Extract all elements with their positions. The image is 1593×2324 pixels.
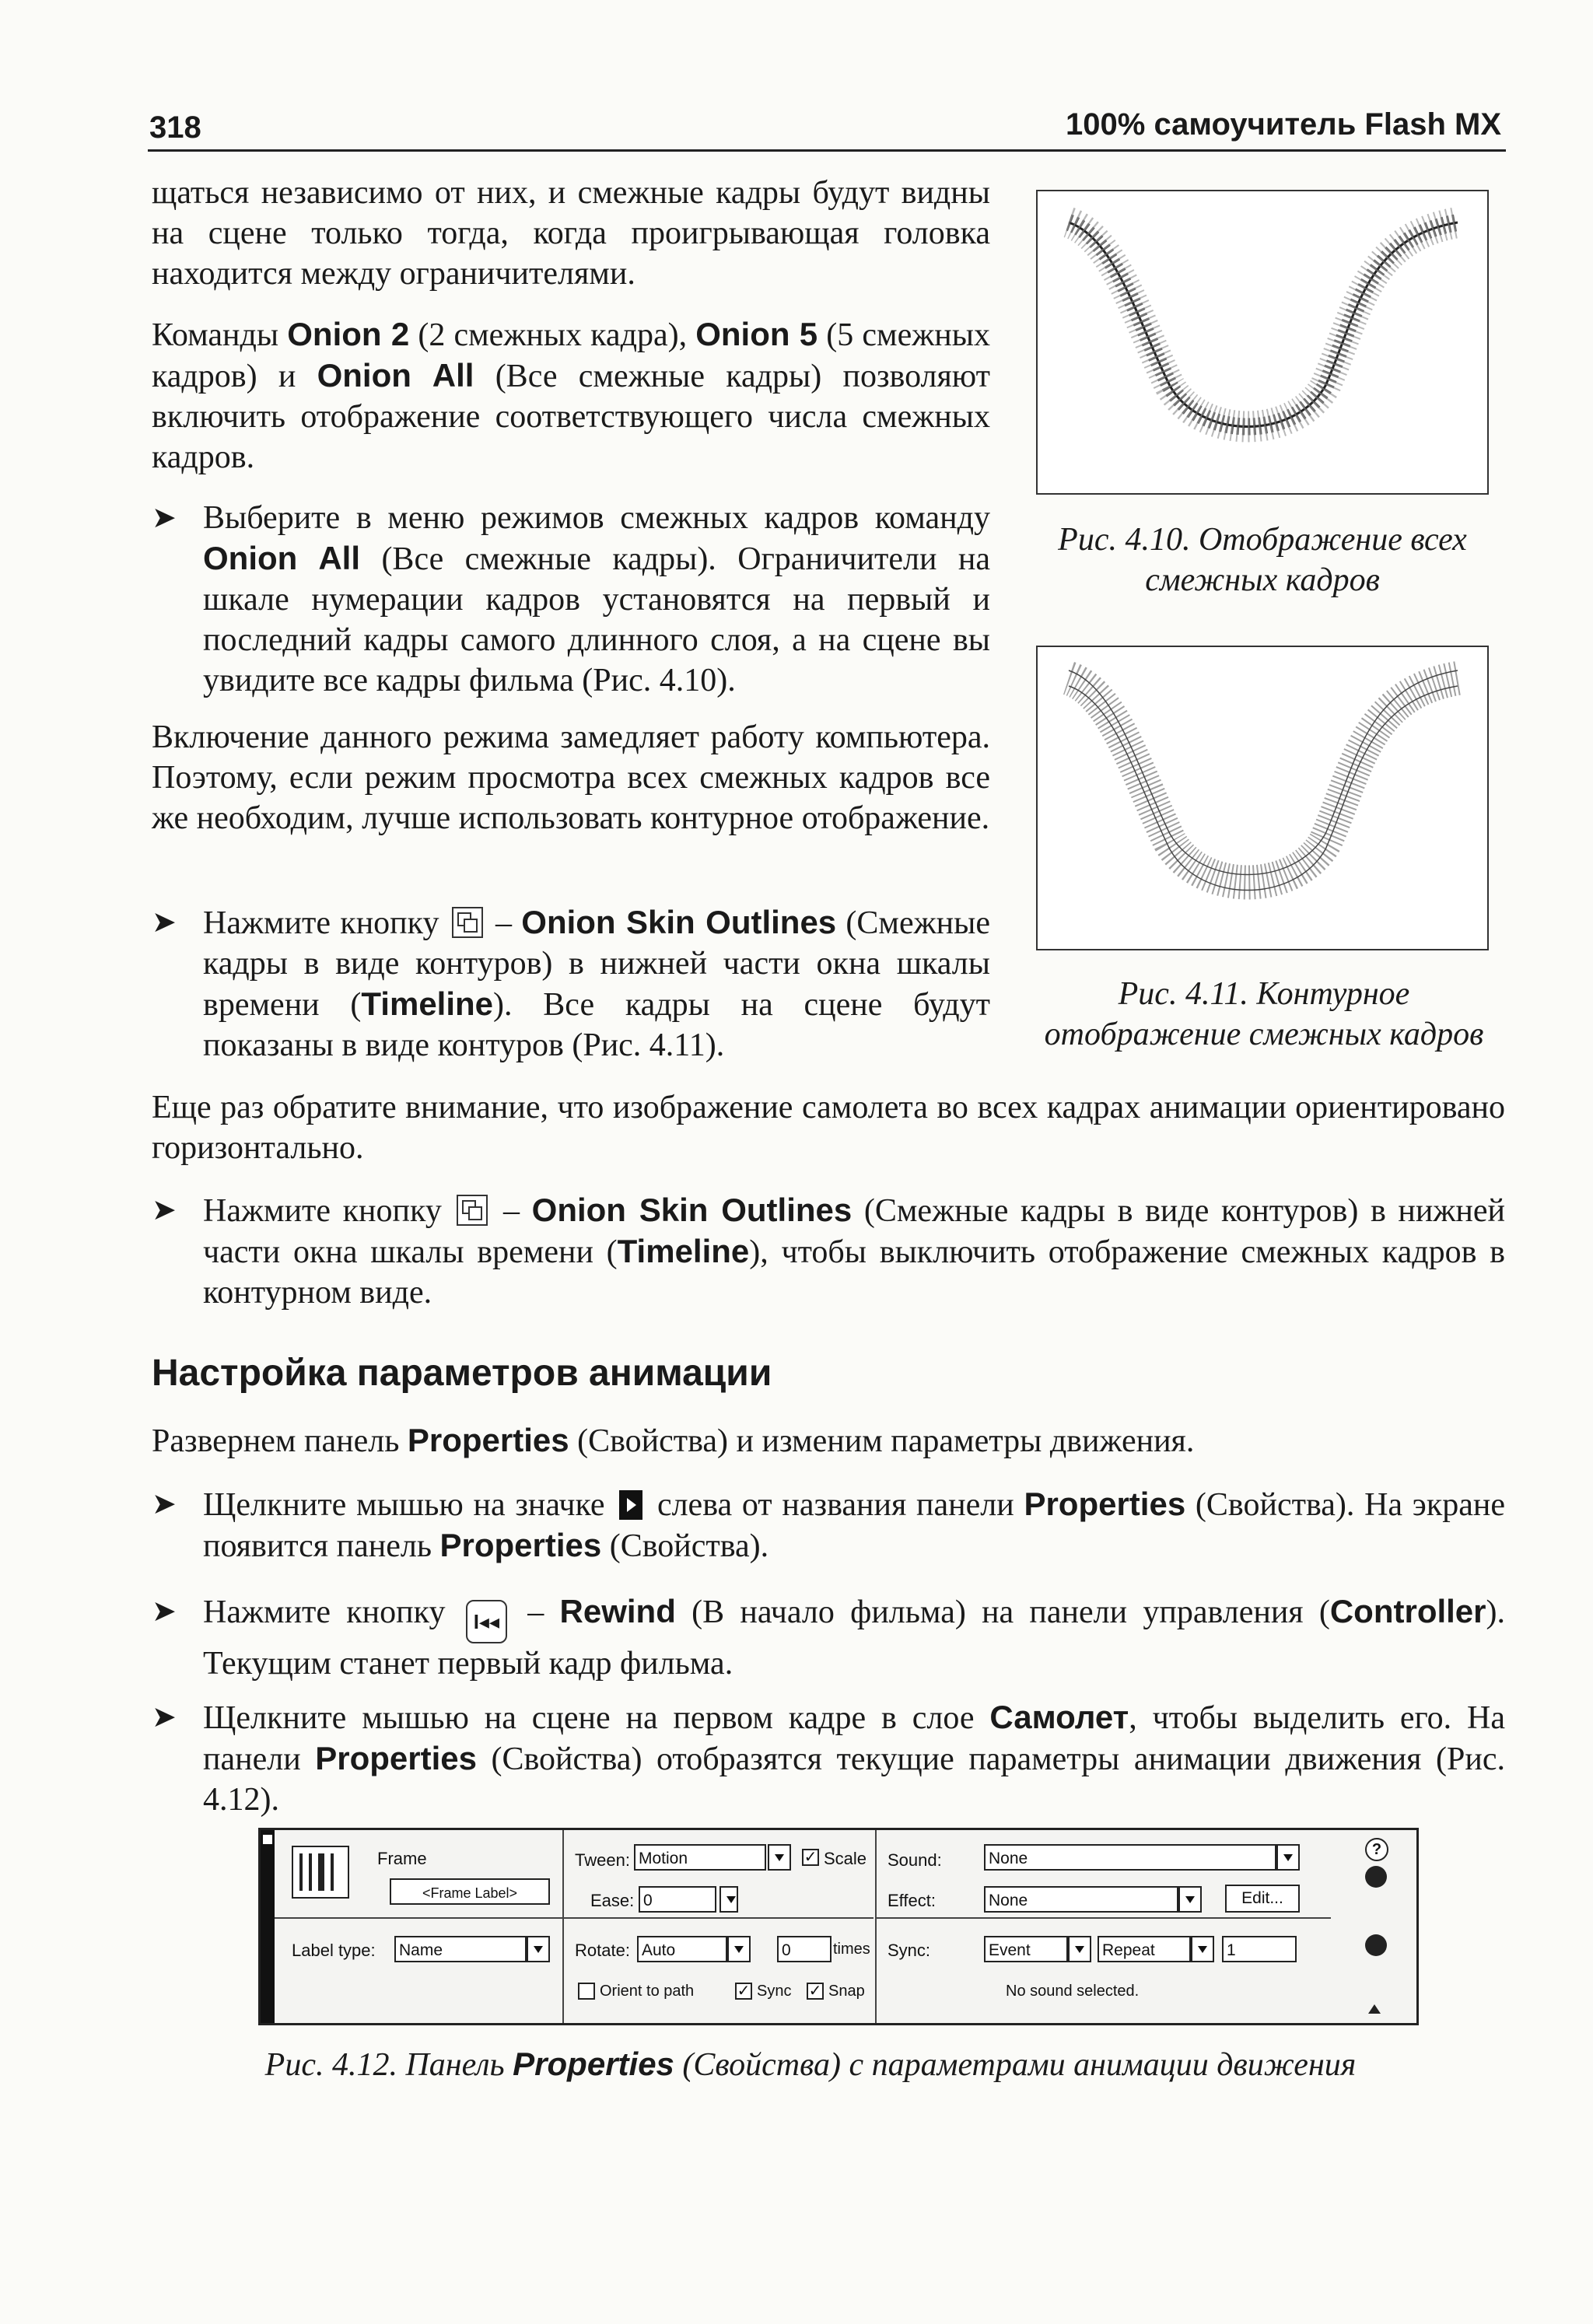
tween-select[interactable]: Motion [634,1844,766,1871]
bullet-select-frame: ➤ Щелкните мышью на сцене на первом кадре в слое Самолет, чтобы выделить его. На панели Properties (Свойства) отобразятся текущие параметры анимации движения (Рис. 4.12). [152,1699,1506,1818]
panel-collapse-strip[interactable] [261,1830,275,2023]
sync-dropdown-icon[interactable] [1068,1936,1091,1962]
bullet-arrow-icon: ➤ [152,1701,177,1734]
panel-expand-icon [619,1490,642,1520]
figure-4-11-caption: Рис. 4.11. Контурное отображение смежных кадров [1044,976,1484,1052]
effect-dropdown-icon[interactable] [1178,1886,1202,1913]
sound-select[interactable]: None [984,1844,1276,1871]
scale-checkbox[interactable]: ✓ [802,1849,819,1866]
properties-options-icon[interactable] [1365,1934,1387,1956]
effect-select[interactable]: None [984,1886,1178,1913]
bullet-expand-properties: ➤ Щелкните мышью на значке слева от названия панели Properties (Свойства). На экране появится панель Properties (Свойства). [152,1486,1505,1564]
bullet-arrow-icon: ➤ [152,502,177,534]
frame-label-input[interactable]: <Frame Label> [390,1878,550,1905]
ease-input[interactable]: 0 [639,1886,716,1913]
label-type-label: Label type: [292,1941,376,1960]
sound-label: Sound: [888,1850,942,1870]
sound-dropdown-icon[interactable] [1276,1844,1300,1871]
properties-panel [258,1828,1419,2025]
header-rule [148,149,1506,152]
rotate-label: Rotate: [575,1941,630,1960]
bullet-arrow-icon: ➤ [152,1488,177,1521]
bullet-arrow-icon: ➤ [152,1595,177,1628]
bullet-onion-all: ➤ Выберите в меню режимов смежных кадров команду Onion All (Все смежные кадры). Ограничители на шкале нумерации кадров установятся на первый и последний кадры самого длинного слоя, а на сцене вы увидите все кадры фильма (Рис. 4.10). [203,498,990,701]
orient-to-path-checkbox[interactable] [578,1983,595,2000]
all-onion-frames-image [1038,191,1487,493]
section-heading: Настройка параметров анимации [152,1353,772,1394]
sync-label: Sync [757,1983,792,2000]
actions-icon[interactable] [1365,1866,1387,1888]
help-icon[interactable]: ? [1365,1838,1388,1861]
tween-label: Tween: [575,1850,630,1870]
paragraph-1: щаться независимо от них, и смежные кадры будут видны на сцене только тогда, когда проигрывающая головка находится между ограничителями. [152,175,990,292]
ease-slider-icon[interactable] [719,1886,738,1913]
snap-checkbox[interactable]: ✓ [807,1983,824,2000]
rotate-dropdown-icon[interactable] [727,1936,751,1962]
repeat-select[interactable]: Repeat [1098,1936,1191,1962]
orient-to-path-label: Orient to path [600,1983,695,2000]
bullet-arrow-icon: ➤ [152,906,177,939]
figure-4-12-caption: Рис. 4.12. Панель Properties (Свойства) с параметрами анимации движения [264,2046,1357,2083]
onion-skin-outlines-icon [457,1195,488,1226]
effect-label: Effect: [888,1891,936,1910]
paragraph-4: Еще раз обратите внимание, что изображение самолета во всех кадрах анимации ориентировано горизонтально. [152,1090,1505,1166]
repeat-count-input[interactable]: 1 [1222,1936,1297,1962]
figure-4-11 [1036,646,1489,950]
figure-4-10-caption: Рис. 4.10. Отображение всех смежных кадров [1058,522,1467,598]
rotate-times-input[interactable]: 0 [777,1936,832,1962]
rotate-select[interactable]: Auto [637,1936,727,1962]
rewind-icon: I◂◂ [466,1600,507,1643]
frame-label: Frame [377,1849,427,1868]
scale-label: Scale [824,1849,867,1868]
paragraph-5: Развернем панель Properties (Свойства) и изменим параметры движения. [152,1422,1195,1459]
tween-dropdown-icon[interactable] [768,1844,791,1871]
bullet-outlines-off: ➤ Нажмите кнопку – Onion Skin Outlines (Смежные кадры в виде контуров) в нижней части окна шкалы времени (Timeline), чтобы выключить отображение смежных кадров в контурном виде. [152,1192,1505,1311]
collapse-arrow-icon[interactable] [1368,2004,1381,2014]
snap-label: Snap [828,1983,865,2000]
bullet-arrow-icon: ➤ [152,1194,177,1227]
book-title: 100% самоучитель Flash MX [1066,107,1501,142]
label-type-select[interactable]: Name [394,1936,527,1962]
sync-select[interactable]: Event [984,1936,1068,1962]
figure-4-10 [1036,190,1489,495]
edit-button[interactable]: Edit... [1225,1885,1300,1913]
no-sound-text: No sound selected. [1006,1983,1140,2000]
panel-collapse-icon[interactable] [263,1835,272,1844]
onion-skin-outlines-icon [452,907,483,938]
ease-label: Ease: [590,1891,635,1910]
bullet-rewind: ➤ Нажмите кнопку I◂◂ – Rewind (В начало фильма) на панели управления (Controller). Текущим станет первый кадр фильма. [152,1593,1506,1682]
paragraph-3: Включение данного режима замедляет работу компьютера. Поэтому, если режим просмотра всех смежных кадров все же необходим, лучше использовать контурное отображение. [152,719,990,836]
paragraph-2: Команды Onion 2 (2 смежных кадра), Onion 5 (5 смежных кадров) и Onion All (Все смежные кадры) позволяют включить отображение соответствующего числа смежных кадров. [152,316,990,475]
onion-outlines-image [1038,647,1487,949]
times-label: times [833,1941,870,1958]
sync-field-label: Sync: [888,1941,931,1960]
sync-checkbox[interactable]: ✓ [735,1983,752,2000]
label-type-dropdown-icon[interactable] [527,1936,550,1962]
bullet-outlines-on: ➤ Нажмите кнопку – Onion Skin Outlines (Смежные кадры в виде контуров) в нижней части окна шкалы времени (Timeline). Все кадры на сцене будут показаны в виде контуров (Рис. 4.11). [152,904,991,1063]
page-number: 318 [149,110,201,145]
repeat-dropdown-icon[interactable] [1191,1936,1214,1962]
frame-icon [292,1846,349,1899]
